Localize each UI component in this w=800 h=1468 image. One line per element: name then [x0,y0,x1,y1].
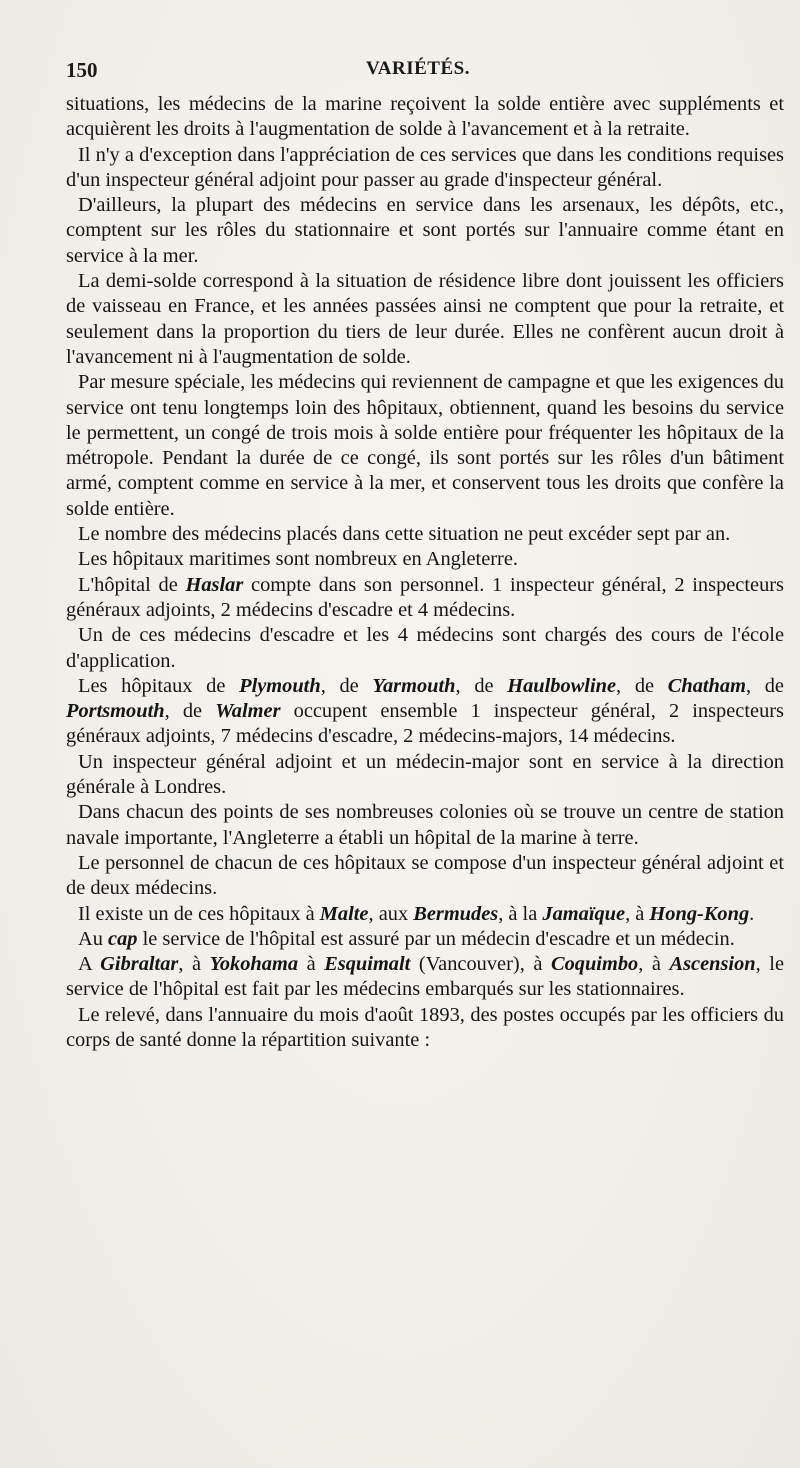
place-name: Chatham [667,674,746,697]
paragraph-14: Il existe un de ces hôpitaux à Malte, aux Bermudes, à la Jamaïque, à Hong-Kong. [78,902,755,925]
place-name: Haulbowline [507,674,617,697]
text-run: compte dans son personnel. 1 inspecteur général, 2 inspecteurs généraux adjoints, 2 médecins d'escadre et 4 médecins. [66,573,784,621]
paragraph-4: La demi-solde correspond à la situation de résidence libre dont jouissent les officiers de vaisseau en France, et les années passées ainsi ne comptent que pour la retraite, et seulement dans la proportion du tiers de leur durée. Elles ne confèrent aucun droit à l'avancement ni à l'augmentation de solde. [66,270,784,368]
text-run: A [78,953,101,976]
text-run: Les hôpitaux de [78,674,240,697]
paragraph-10: Les hôpitaux de Plymouth, de Yarmouth, de Haulbowline, de Chatham, de Portsmouth, de Walmer occupent ensemble 1 inspecteur général, 2 inspecteurs généraux adjoints, 7 médecins d'escadre, 2 médecins-majors, 14 médecins. [66,674,784,748]
paragraph-2: Il n'y a d'exception dans l'appréciation de ces services que dans les conditions requises d'un inspecteur général adjoint pour passer au grade d'inspecteur général. [66,143,784,191]
paragraph-15 [66,927,784,952]
page-number: 150 [66,58,98,82]
place-name: Coquimbo [550,953,639,976]
place-name: Jamaïque [542,902,626,925]
text-run: Au [78,927,109,950]
place-name: Gibraltar [100,953,179,976]
paragraph-8 [66,573,784,624]
place-name: Esquimalt [324,953,411,976]
body-text [66,92,784,1053]
place-name: Yarmouth [372,674,456,697]
text-run: le service de l'hôpital est fait par les médecins embarqués sur les stationnaires. [66,953,785,1001]
place-name: Walmer [215,700,281,723]
place-name: Haslar [185,573,244,596]
paragraph-9: Un de ces médecins d'escadre et les 4 médecins sont chargés des cours de l'école d'application. [66,624,784,672]
place-name: Malte [319,902,369,925]
place-name: Portsmouth [66,700,165,723]
page-header [66,56,784,86]
place-name: Yokohama [209,953,299,976]
paragraph-11: Un inspecteur général adjoint et un médecin-major sont en service à la direction générale à Londres. [66,750,784,799]
paragraph-7: Les hôpitaux maritimes sont nombreux en Angleterre. [78,548,518,571]
paragraph-17: Le relevé, dans l'annuaire du mois d'août 1893, des postes occupés par les officiers du corps de santé donne la répartition suivante : [66,1003,784,1051]
text-run: Il existe un de ces hôpitaux à [78,902,320,925]
place-name: Ascension [669,953,756,976]
paragraph-3: D'ailleurs, la plupart des médecins en service dans les arsenaux, les dépôts, etc., comptent sur les rôles du stationnaire et sont portés sur l'annuaire comme étant en service à la mer. [66,194,784,267]
text-run: L'hôpital de [78,573,186,596]
text-run: le service de l'hôpital est assuré par un médecin d'escadre et un médecin. [137,927,735,950]
text-run: (Vancouver) [418,953,520,976]
place-name: cap [108,927,138,950]
place-name: Hong-Kong [649,902,750,925]
text-run: . [749,902,755,925]
text-run: occupent ensemble 1 inspecteur général, 2 inspecteurs généraux adjoints, 7 médecins d'escadre, 2 médecins-majors, 14 médecins. [66,700,784,748]
place-name: Plymouth [239,674,321,697]
paragraph-13: Le personnel de chacun de ces hôpitaux se compose d'un inspecteur général adjoint et de deux médecins. [66,851,784,900]
running-title: VARIÉTÉS. [366,58,470,79]
paragraph-16: A Gibraltar, à Yokohama à Esquimalt (Vancouver), à Coquimbo, à Ascension, le service de l'hôpital est fait par les médecins embarqués sur les stationnaires. [66,953,785,1001]
place-name: Bermudes [413,902,499,925]
paragraph-12: Dans chacun des points de ses nombreuses colonies où se trouve un centre de station navale importante, l'Angleterre a établi un hôpital de la marine à terre. [66,801,784,849]
paragraph-5: Par mesure spéciale, les médecins qui reviennent de campagne et que les exigences du service ont tenu longtemps loin des hôpitaux, obtiennent, quand les besoins du service le permettent, un congé de trois mois à solde entière pour fréquenter les hôpitaux de la métropole. Pendant la durée de ce congé, ils sont portés sur les rôles d'un bâtiment armé, comptent comme en service à la mer, et conservent tous les droits que confère la solde entière. [66,371,784,520]
paragraph-1: situations, les médecins de la marine reçoivent la solde entière avec suppléments et acquièrent les droits à l'augmentation de solde à l'avancement et à la retraite. [66,93,784,141]
paragraph-6: Le nombre des médecins placés dans cette situation ne peut excéder sept par an. [78,523,731,546]
